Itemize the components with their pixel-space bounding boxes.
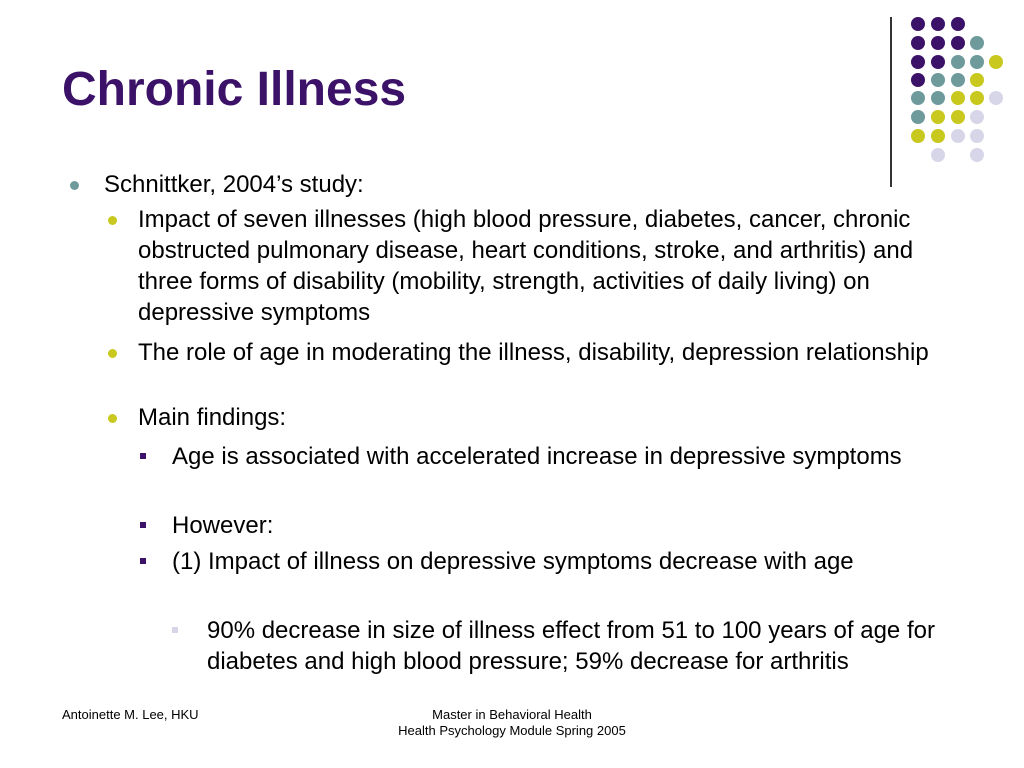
bullet-level1-study — [104, 169, 924, 200]
yellow-dot-icon — [970, 73, 984, 87]
yellow-circle-bullet-icon — [108, 414, 117, 423]
lavender-dot-icon — [970, 129, 984, 143]
bullet-text: (1) Impact of illness on depressive symptoms decrease with age — [172, 548, 854, 575]
teal-dot-icon — [951, 73, 965, 87]
lavender-dot-icon — [989, 91, 1003, 105]
yellow-dot-icon — [989, 55, 1003, 69]
teal-dot-icon — [931, 73, 945, 87]
yellow-dot-icon — [951, 91, 965, 105]
slide-title: Chronic Illness — [62, 63, 407, 116]
yellow-dot-icon — [931, 129, 945, 143]
yellow-circle-bullet-icon — [108, 216, 117, 225]
purple-square-bullet-icon — [140, 522, 146, 528]
bullet-text: However: — [172, 512, 274, 539]
footer-course-line1: Master in Behavioral Health — [432, 707, 592, 722]
purple-dot-icon — [951, 36, 965, 50]
bullet-level2-impact — [138, 204, 953, 328]
bullet-level3-impact — [172, 546, 942, 577]
purple-dot-icon — [911, 55, 925, 69]
lavender-square-bullet-icon — [172, 627, 178, 633]
purple-dot-icon — [931, 17, 945, 31]
yellow-dot-icon — [911, 129, 925, 143]
teal-dot-icon — [911, 110, 925, 124]
teal-circle-bullet-icon — [70, 181, 79, 190]
purple-dot-icon — [951, 17, 965, 31]
bullet-level4-decrease — [207, 615, 957, 677]
bullet-text: Age is associated with accelerated increase in depressive symptoms — [172, 443, 902, 470]
lavender-dot-icon — [951, 129, 965, 143]
teal-dot-icon — [970, 36, 984, 50]
purple-dot-icon — [931, 36, 945, 50]
bullet-level2-role — [138, 337, 953, 368]
teal-dot-icon — [911, 91, 925, 105]
footer-author: Antoinette M. Lee, HKU — [62, 707, 199, 722]
purple-dot-icon — [911, 73, 925, 87]
bullet-text: Schnittker, 2004’s study: — [104, 171, 364, 198]
bullet-level2-findings — [138, 402, 953, 433]
purple-square-bullet-icon — [140, 453, 146, 459]
teal-dot-icon — [951, 55, 965, 69]
footer-course — [352, 707, 672, 739]
vertical-divider — [890, 17, 892, 187]
bullet-text: Main findings: — [138, 404, 287, 431]
yellow-dot-icon — [931, 110, 945, 124]
footer-course-line2: Health Psychology Module Spring 2005 — [398, 723, 626, 738]
bullet-level3-however — [172, 510, 942, 541]
teal-dot-icon — [931, 91, 945, 105]
purple-dot-icon — [911, 36, 925, 50]
purple-square-bullet-icon — [140, 558, 146, 564]
yellow-dot-icon — [951, 110, 965, 124]
lavender-dot-icon — [970, 110, 984, 124]
yellow-circle-bullet-icon — [108, 349, 117, 358]
lavender-dot-icon — [970, 148, 984, 162]
lavender-dot-icon — [931, 148, 945, 162]
yellow-dot-icon — [970, 91, 984, 105]
teal-dot-icon — [970, 55, 984, 69]
bullet-text: The role of age in moderating the illness, disability, depression relationship — [138, 339, 929, 366]
purple-dot-icon — [931, 55, 945, 69]
bullet-level3-age — [172, 441, 942, 472]
purple-dot-icon — [911, 17, 925, 31]
bullet-text: 90% decrease in size of illness effect from 51 to 100 years of age for diabetes and high blood pressure; 59% decrease for arthritis — [207, 617, 935, 675]
bullet-text: Impact of seven illnesses (high blood pressure, diabetes, cancer, chronic obstructed pulmonary disease, heart conditions, stroke, and arthritis) and three forms of disability (mobility, strength, activities of daily living) on depressive symptoms — [138, 206, 914, 326]
